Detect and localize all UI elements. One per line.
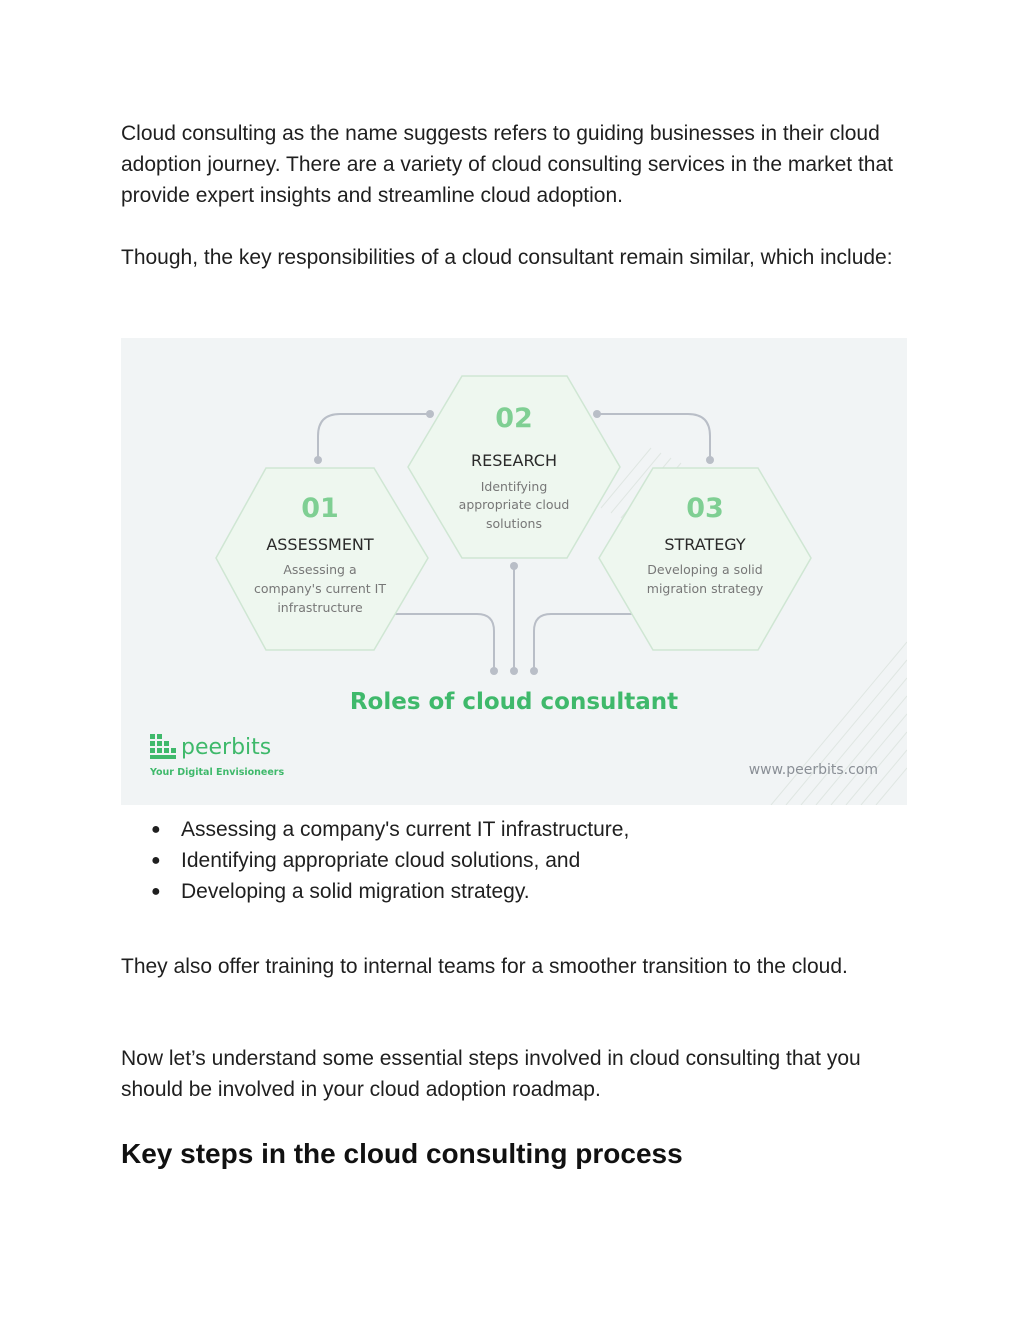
infographic-caption: Roles of cloud consultant bbox=[349, 689, 679, 715]
bullet-icon: ● bbox=[151, 852, 161, 869]
hex-desc-line: Assessing a bbox=[283, 562, 357, 577]
hex-assessment bbox=[216, 468, 428, 650]
list-item-text: Identifying appropriate cloud solutions, and bbox=[181, 849, 581, 872]
list-item-text: Developing a solid migration strategy. bbox=[181, 880, 530, 903]
section-heading: Key steps in the cloud consulting process bbox=[121, 1138, 683, 1169]
hex-title: STRATEGY bbox=[664, 535, 746, 554]
training-paragraph: They also offer training to internal teams for a smoother transition to the cloud. bbox=[121, 955, 848, 978]
hex-desc-line: Identifying bbox=[480, 479, 548, 494]
peerbits-logo bbox=[149, 734, 284, 778]
responsibilities-list bbox=[121, 814, 911, 907]
hex-title: RESEARCH bbox=[471, 451, 557, 470]
bullet-icon: ● bbox=[151, 821, 161, 838]
hex-research bbox=[408, 376, 620, 558]
hex-desc-line: Developing a solid bbox=[647, 562, 763, 577]
hex-desc-line: infrastructure bbox=[277, 600, 363, 615]
list-item-text: Assessing a company's current IT infrastructure, bbox=[181, 818, 630, 841]
roadmap-paragraph: Now let’s understand some essential steps involved in cloud consulting that you should be involved in your cloud adoption roadmap. bbox=[121, 1047, 861, 1101]
logo-tagline: Your Digital Envisioneers bbox=[150, 767, 285, 778]
bullet-icon: ● bbox=[151, 883, 161, 900]
source-url: www.peerbits.com bbox=[748, 762, 878, 778]
intro-paragraph-2: Though, the key responsibilities of a cloud consultant remain similar, which include: bbox=[121, 246, 893, 269]
list-item bbox=[121, 876, 911, 907]
peerbits-logo-icon bbox=[150, 734, 176, 759]
hex-title: ASSESSMENT bbox=[266, 535, 374, 554]
hex-desc-line: appropriate cloud bbox=[458, 497, 570, 512]
hex-desc-line: company's current IT bbox=[254, 581, 386, 596]
hex-desc-line: migration strategy bbox=[646, 581, 764, 596]
hex-number: 01 bbox=[301, 493, 339, 524]
hex-strategy bbox=[599, 468, 811, 650]
roles-infographic bbox=[121, 338, 907, 805]
hex-number: 02 bbox=[495, 403, 533, 434]
hex-number: 03 bbox=[686, 493, 724, 524]
intro-paragraph-1: Cloud consulting as the name suggests refers to guiding businesses in their cloud adoption journey. There are a variety of cloud consulting services in the market that provide expert insights and streamline cloud adoption. bbox=[121, 122, 893, 207]
hex-desc-line: solutions bbox=[485, 516, 543, 531]
list-item bbox=[121, 814, 911, 845]
list-item bbox=[121, 845, 911, 876]
logo-wordmark: peerbits bbox=[181, 735, 272, 760]
